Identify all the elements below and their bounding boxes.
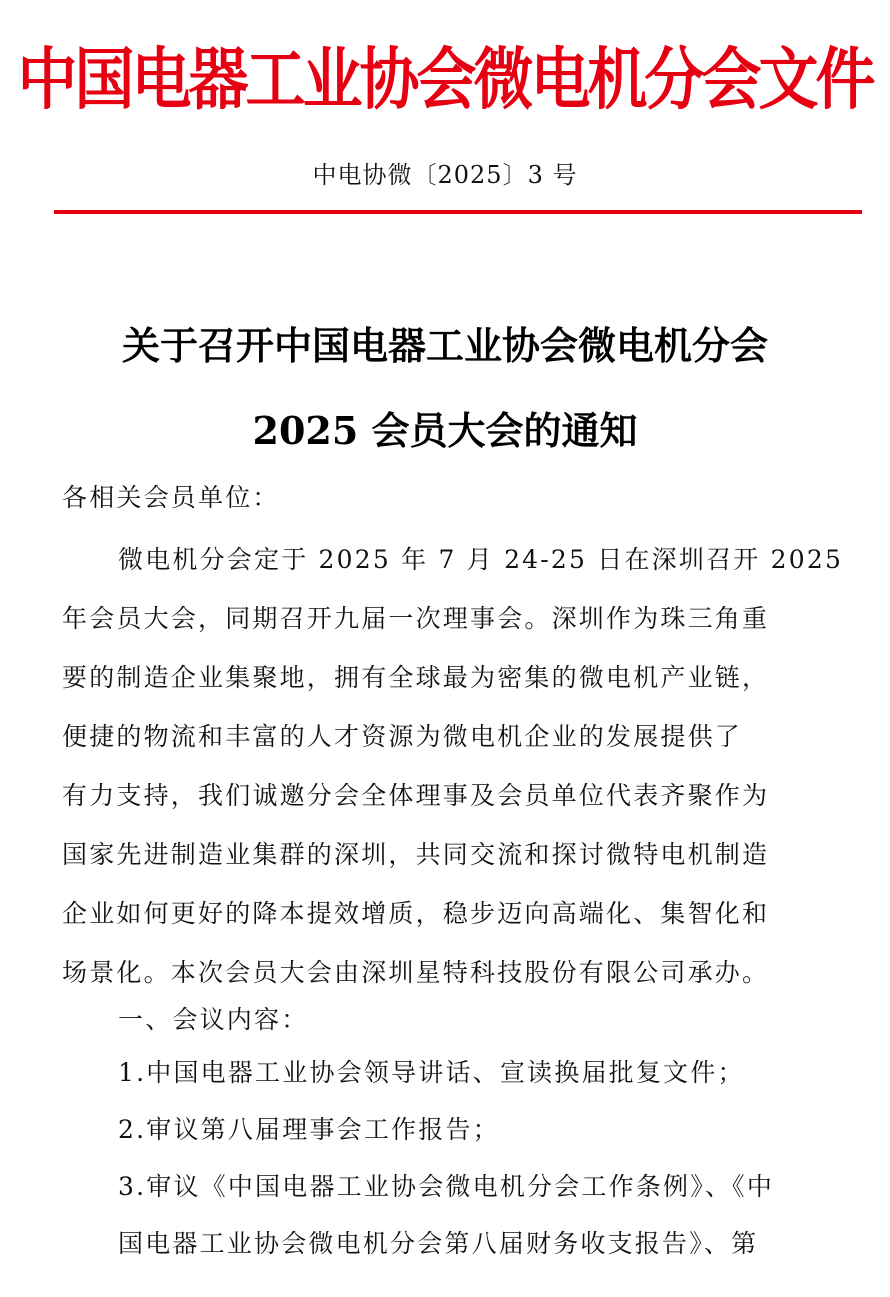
organization-header: 中国电器工业协会微电机分会文件	[17, 40, 873, 120]
notice-title-line-1: 关于召开中国电器工业协会微电机分会	[121, 323, 768, 368]
body-line: 要的制造企业集聚地，拥有全球最为密集的微电机产业链，	[62, 663, 770, 692]
salutation: 各相关会员单位：	[62, 483, 280, 512]
body-line: 便捷的物流和丰富的人才资源为微电机企业的发展提供了	[62, 722, 743, 751]
body-line: 年会员大会，同期召开九届一次理事会。深圳作为珠三角重	[62, 604, 770, 633]
body-line: 微电机分会定于 2025 年 7 月 24-25 日在深圳召开 2025	[118, 545, 844, 574]
body-line: 场景化。本次会员大会由深圳星特科技股份有限公司承办。	[62, 958, 770, 987]
agenda-item: 国电器工业协会微电机分会第八届财务收支报告》、第	[118, 1229, 759, 1258]
body-line: 企业如何更好的降本提效增质，稳步迈向高端化、集智化和	[62, 899, 770, 928]
document-number: 中电协微〔2025〕3 号	[312, 161, 578, 189]
agenda-item: 1.中国电器工业协会领导讲话、宣读换届批复文件；	[118, 1058, 745, 1087]
notice-title-line-2: 2025 会员大会的通知	[252, 408, 638, 453]
red-divider	[54, 210, 862, 214]
body-line: 有力支持，我们诚邀分会全体理事及会员单位代表齐聚作为	[62, 781, 770, 810]
agenda-item: 3.审议《中国电器工业协会微电机分会工作条例》、《中	[118, 1172, 775, 1201]
section-heading: 一、会议内容：	[118, 1005, 309, 1034]
agenda-item: 2.审议第八届理事会工作报告；	[118, 1115, 500, 1144]
body-line: 国家先进制造业集群的深圳，共同交流和探讨微特电机制造	[62, 840, 770, 869]
